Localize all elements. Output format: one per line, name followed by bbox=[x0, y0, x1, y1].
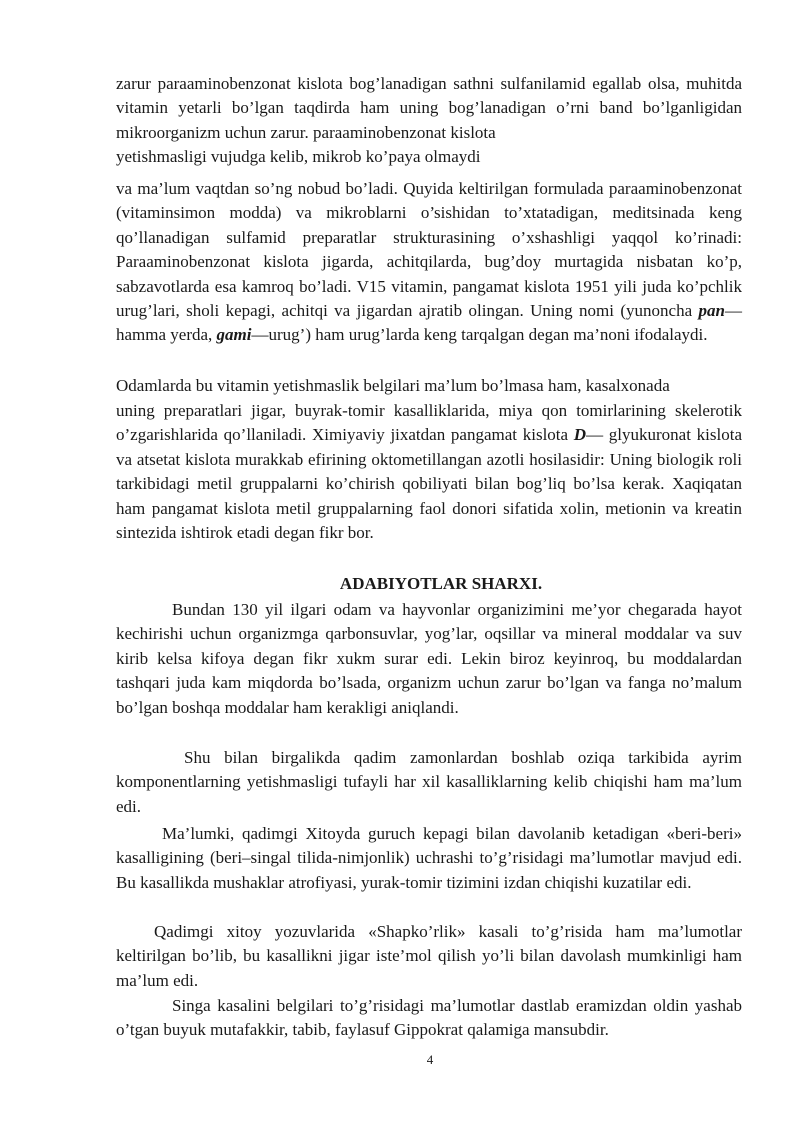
paragraph-sulfanilamid bbox=[116, 72, 742, 170]
paragraph-text: Bundan 130 yil ilgari odam va hayvonlar organizimini me’yor chegarada hayot kechirishi uchun organizmga qarbonsuvlar, yog’lar, oqsillar va mineral moddalar va suv kirib kelsa kifoya degan fikr xukm surar edi. Lekin biroz keyinroq, bu moddalardan tashqari juda kam miqdorda bo’lsada, organizm uchun zarur bo’lgan va fanga no’malum bo’lgan boshqa moddalar ham kerakligi aniqlandi. bbox=[116, 600, 742, 717]
paragraph-pangamat bbox=[116, 399, 742, 545]
paragraph-text: —hamma yerda, bbox=[116, 301, 742, 345]
emphasis-gami: gami bbox=[216, 325, 252, 345]
paragraph-text: Odamlarda bu vitamin yetishmaslik belgilari ma’lum bo’lmasa ham, kasalxonada bbox=[116, 376, 670, 395]
paragraph-singa bbox=[116, 994, 742, 1043]
paragraph-text: yetishmasligi vujudga kelib, mikrob ko’paya olmaydi bbox=[116, 147, 481, 167]
paragraph-text: Qadimgi xitoy yozuvlarida «Shapko’rlik» kasali to’g’risida ham ma’lumotlar keltirilgan bo’lib, bu kasallikni jigar iste’mol qilish yo’li bilan davolash mumkinligi ham ma’lum edi. bbox=[116, 922, 742, 990]
paragraph-text: —urug’) ham urug’larda keng tarqalgan degan ma’noni ifodalaydi. bbox=[251, 325, 708, 345]
paragraph-text: Shu bilan birgalikda qadim zamonlardan boshlab oziqa tarkibida ayrim komponentlarning yetishmasligi tufayli har xil kasalliklarning kelib chiqishi ham ma’lum edi. bbox=[116, 748, 742, 816]
paragraph-odamlarda-line bbox=[116, 374, 742, 398]
section-heading: ADABIYOTLAR SHARXI. bbox=[339, 574, 543, 593]
paragraph-text: zarur paraaminobenzonat kislota bog’lanadigan sathni sulfanilamid egallab olsa, muhitda vitamin yetarli bo’lgan taqdirda ham uning bog’lanadigan o’rni band bo’lganligidan mikroorganizm uchun zarur. paraaminobenzonat kislota bbox=[116, 74, 742, 142]
paragraph-paraaminobenzonat bbox=[116, 177, 742, 348]
page-number: 4 bbox=[426, 1052, 434, 1067]
paragraph-bundan bbox=[116, 598, 742, 720]
paragraph-malumki bbox=[116, 822, 742, 895]
paragraph-text: va ma’lum vaqtdan so’ng nobud bo’ladi. Quyida keltirilgan formulada paraaminobenzonat (vitaminsimon modda) va mikroblarni o’sishidan to’xtatadigan, meditsinada keng qo’llanadigan sulfamid preparatlar strukturasining o’xshashligi yaqqol ko’rinadi: Paraaminobenzonat kislota jigarda, achitqilarda, bug’doy murtagida nisbatan ko’p, sabzavotlarda esa kamroq bo’ladi. V15 vitamin, pangamat kislota 1951 yili juda ko’pchlik urug’lari, sholi kepagi, achitqi va jigardan ajratib olingan. Uning nomi (yunoncha bbox=[116, 179, 742, 321]
paragraph-text: Singa kasalini belgilari to’g’risidagi ma’lumotlar dastlab eramizdan oldin yashab o’tgan buyuk mutafakkir, tabib, faylasuf Gippokrat qalamiga mansubdir. bbox=[116, 996, 742, 1040]
paragraph-shu-bilan bbox=[116, 746, 742, 819]
paragraph-text: uning preparatlari jigar, buyrak-tomir kasalliklarida, miya qon tomirlarining skelerotik o’zgarishlarida qo’llaniladi. Ximiyaviy jixatdan pangamat kislota bbox=[116, 401, 742, 445]
paragraph-qadimgi-xitoy bbox=[116, 920, 742, 993]
paragraph-text: — glyukuronat kislota va atsetat kislota murakkab efirining oktometillangan azotli hosilasidir: Uning biologik roli tarkibidagi metil gruppalarni ko’chirish qobiliyati bilan bog’liq bo’lsa kerak. Xaqiqatan ham pangamat kislota metil gruppalarning faol donori sifatida xolin, metionin va kreatin sintezida ishtirok etadi degan fikr bor. bbox=[116, 425, 742, 543]
emphasis-d: D bbox=[573, 425, 587, 445]
emphasis-pan: pan bbox=[698, 301, 725, 321]
paragraph-text: Ma’lumki, qadimgi Xitoyda guruch kepagi bilan davolanib ketadigan «beri-beri» kasalligining (beri–singal tilida-nimjonlik) uchrashi to’g’risidagi ma’lumotlar mavjud edi. Bu kasallikda mushaklar atrofiyasi, yurak-tomir tizimini izdan chiqishi kuzatilar edi. bbox=[116, 824, 742, 892]
